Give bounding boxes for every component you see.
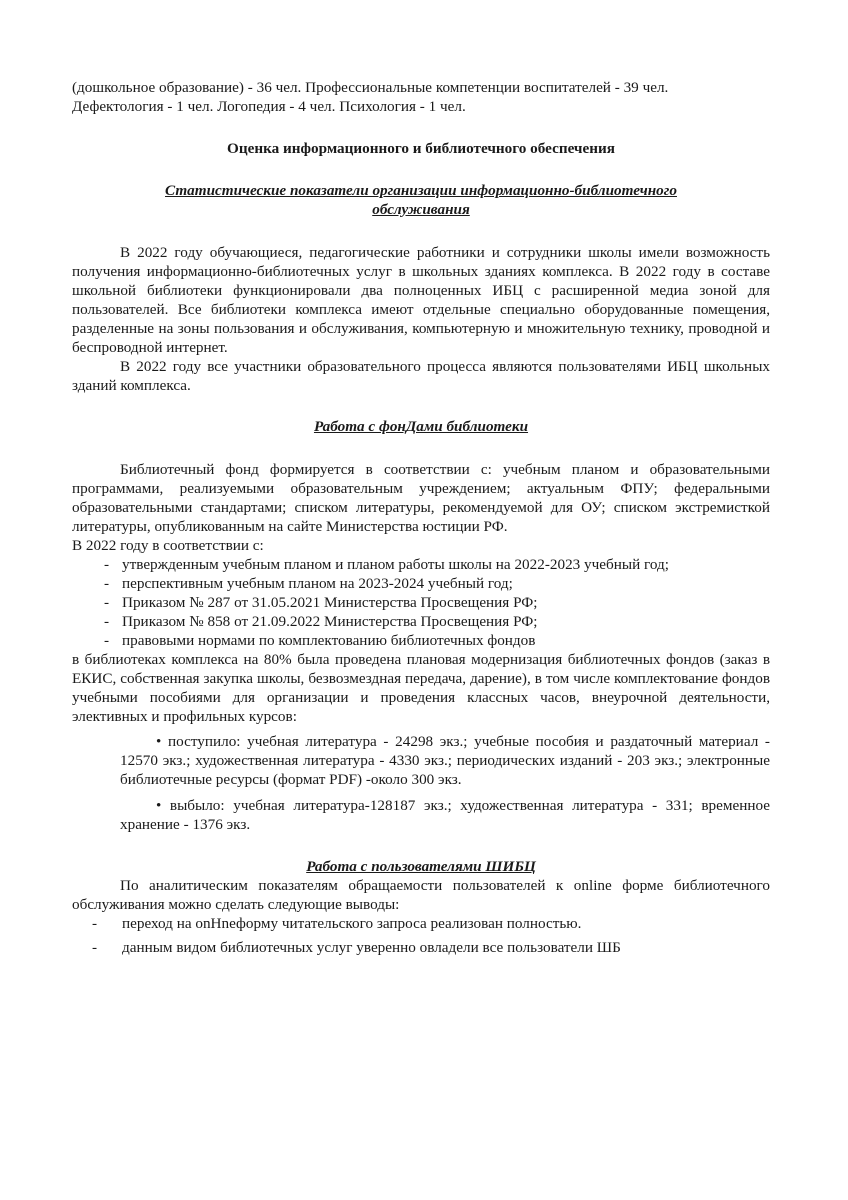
section-stats-paragraph-2: В 2022 году все участники образовательного процесса являются пользователями ИБЦ школьных зданий комплекса. [72, 358, 770, 394]
section-funds-lead: В 2022 году в соответствии с: [72, 537, 264, 554]
bullet-icon: • [156, 797, 170, 814]
funds-basis-list [72, 555, 770, 650]
list-item: - Приказом № 287 от 31.05.2021 Министерства Просвещения РФ; [104, 593, 770, 612]
section-funds-paragraph-2: в библиотеках комплекса на 80% была проведена плановая модернизация библиотечных фондов (заказ в ЕКИС, собственная закупка школы, безвозмездная передача, дарение), в том числе комплектование фондов учебными пособиями для организации и проведения классных часов, внеурочной деятельности, элективных и профильных курсов: [72, 651, 770, 725]
received-text: поступило: учебная литература - 24298 экз.; учебные пособия и раздаточный материал - 12570 экз.; художественная литература - 4330 экз.; периодических изданий - 203 экз.; электронные библиотечные ресурсы (формат PDF) -около 300 экз. [120, 733, 770, 788]
users-conclusions-list [72, 914, 770, 957]
removed-bullet [120, 796, 770, 834]
section-users-title: Работа с пользователями ШИБЦ [306, 858, 536, 875]
list-item: - правовыми нормами по комплектованию библиотечных фондов [104, 631, 770, 650]
section-stats-paragraph-1: В 2022 году обучающиеся, педагогические работники и сотрудники школы имели возможность получения информационно-библиотечных услуг в школьных зданиях комплекса. В 2022 году в составе школьной библиотеки функционировали два полноценных ИБЦ с расширенной медиа зоной для пользователей. Все библиотеки комплекса имеют отдельные специально оборудованные помещения, разделенные на зоны пользования и обслуживания, компьютерную и множительную технику, проводной и беспроводной интернет. [72, 244, 770, 356]
received-bullet [120, 732, 770, 789]
list-item: - данным видом библиотечных услуг уверенно овладели все пользователи ШБ [92, 938, 770, 957]
section-funds-paragraph-1: Библиотечный фонд формируется в соответствии с: учебным планом и образовательными программами, реализуемыми образовательным учреждением; актуальным ФПУ; федеральными образовательными стандартами; списком литературы, рекомендуемой для ОУ; списком экстремисткой литературы, опубликованным на сайте Министерства юстиции РФ. [72, 461, 770, 535]
main-heading: Оценка информационного и библиотечного обеспечения [227, 140, 615, 157]
list-item: - утвержденным учебным планом и планом работы школы на 2022-2023 учебный год; [104, 555, 770, 574]
list-item: - перспективным учебным планом на 2023-2024 учебный год; [104, 574, 770, 593]
section-funds-title: Работа с фонДами библиотеки [313, 418, 529, 435]
bullet-icon: • [156, 733, 168, 750]
section-stats-title: Статистические показатели организации информационно-библиотечного обслуживания [165, 182, 677, 218]
removed-text: выбыло: учебная литература-128187 экз.; художественная литература - 331; временное хранение - 1376 экз. [120, 797, 770, 833]
list-item: - переход на onHnеформу читательского запроса реализован полностью. [92, 914, 770, 933]
intro-line-2: Дефектология - 1 чел. Логопедия - 4 чел. Психология - 1 чел. [72, 98, 466, 115]
intro-line-1: (дошкольное образование) - 36 чел. Профессиональные компетенции воспитателей - 39 чел. [72, 79, 669, 96]
section-users-paragraph: По аналитическим показателям обращаемости пользователей к online форме библиотечного обслуживания можно сделать следующие выводы: [72, 877, 770, 913]
list-item: - Приказом № 858 от 21.09.2022 Министерства Просвещения РФ; [104, 612, 770, 631]
